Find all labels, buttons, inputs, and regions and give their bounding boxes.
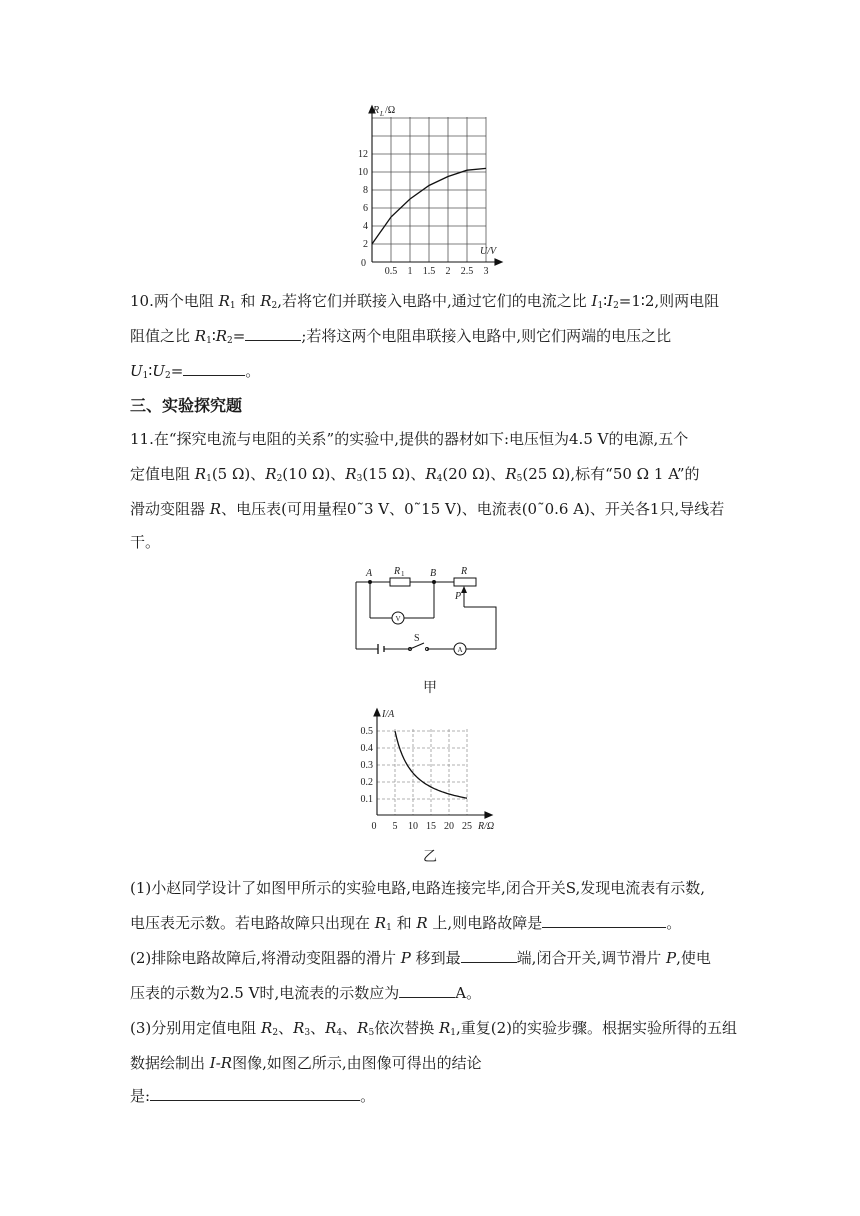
p3-line-2: 数据绘制出 I-R图像,如图乙所示,由图像可得出的结论 bbox=[130, 1054, 482, 1072]
rl-ytick: 2 bbox=[363, 239, 368, 250]
ir-ylabel: I/A bbox=[382, 709, 395, 720]
node-b-label: B bbox=[430, 568, 437, 579]
i-r-graph bbox=[352, 703, 502, 833]
figure-caption-jia: 甲 bbox=[423, 680, 437, 696]
rl-ytick: 10 bbox=[358, 167, 368, 178]
switch-label: S bbox=[414, 633, 420, 644]
ir-xtick: 5 bbox=[392, 821, 398, 832]
p3-line-1: (3)分别用定值电阻 $R_2$、$R_3$、$R_4$、$R_5$依次替换 $R_1$,重复(2)的实验步骤。根据实验所得的五组 bbox=[130, 1019, 738, 1038]
rl-xtick: 1.5 bbox=[422, 266, 436, 277]
rheostat-label: R bbox=[461, 566, 468, 577]
r1-label-sub: 1 bbox=[401, 570, 405, 578]
ir-ytick: 0.3 bbox=[360, 760, 373, 771]
section-heading: 三、实验探究题 bbox=[130, 396, 243, 415]
ir-xtick: 10 bbox=[408, 821, 418, 832]
q10-line-2: 阻值之比 $R_1∶R_2=$ ;若将这两个电阻串联接入电路中,则它们两端的电压之比 bbox=[130, 327, 672, 346]
figure-caption-yi: 乙 bbox=[423, 849, 437, 865]
p2-line-1: (2)排除电路故障后,将滑动变阻器的滑片 P 移到最 端,闭合开关,调节滑片 P,使电 bbox=[130, 949, 711, 967]
ir-ytick: 0.4 bbox=[360, 743, 373, 754]
ammeter-label: A bbox=[457, 646, 463, 654]
ir-xlabel: R/Ω bbox=[478, 821, 495, 832]
voltmeter-label: V bbox=[395, 615, 401, 623]
node-a-label: A bbox=[366, 568, 373, 579]
q11-line-1: 11.在“探究电流与电阻的关系”的实验中,提供的器材如下:电压恒为4.5 V的电源,五个 bbox=[130, 430, 689, 448]
answer-blank-fault[interactable] bbox=[542, 913, 666, 928]
rl-ytick: 6 bbox=[363, 203, 368, 214]
answer-blank-q10-voltage[interactable] bbox=[183, 361, 245, 376]
resistor-r1 bbox=[390, 578, 410, 586]
rl-ylabel-sub: L bbox=[380, 110, 384, 118]
q11-line-3: 滑动变阻器 R、电压表(可用量程0˜3 V、0˜15 V)、电流表(0˜0.6 A)、开关各1只,导线若 bbox=[130, 500, 725, 518]
rl-ytick: 12 bbox=[358, 149, 368, 160]
p3-line-3: 是: 。 bbox=[130, 1087, 376, 1105]
rl-ylabel: R bbox=[373, 105, 380, 116]
rl-u-graph bbox=[350, 100, 510, 280]
circuit-diagram bbox=[350, 562, 510, 662]
rl-xtick: 2 bbox=[445, 266, 451, 277]
q11-line-2: 定值电阻 $R_1(5$ Ω)、$R_2(10$ Ω)、$R_3(15$ Ω)、$R_4(20$ Ω)、$R_5(25$ Ω),标有“50 Ω 1 A”的 bbox=[130, 465, 700, 484]
ir-ytick: 0.2 bbox=[360, 777, 373, 788]
rheostat-r bbox=[454, 578, 476, 586]
q10-line-1: 10.两个电阻 $R_1$ 和 $R_2$,若将它们并联接入电路中,通过它们的电流之比 $I_1∶I_2=1∶2$,则两电阻 bbox=[130, 292, 720, 311]
rl-ylabel-unit: /Ω bbox=[385, 105, 396, 116]
rl-xtick: 3 bbox=[483, 266, 489, 277]
answer-blank-end[interactable] bbox=[461, 948, 517, 963]
slider-p-label: P bbox=[455, 591, 462, 602]
ir-xtick: 20 bbox=[444, 821, 454, 832]
p1-line-2: 电压表无示数。若电路故障只出现在 $R_1$ 和 R 上,则电路故障是 。 bbox=[130, 914, 682, 933]
p2-line-2: 压表的示数为2.5 V时,电流表的示数应为 A。 bbox=[130, 984, 482, 1002]
answer-blank-current[interactable] bbox=[399, 983, 455, 998]
ir-xtick: 15 bbox=[426, 821, 436, 832]
slider-p-arrow bbox=[461, 586, 467, 593]
rl-ytick: 4 bbox=[363, 221, 368, 232]
q11-line-4: 干。 bbox=[130, 533, 161, 551]
rl-xtick: 1 bbox=[407, 266, 413, 277]
ir-ytick: 0.5 bbox=[360, 726, 373, 737]
q10-line-3: $U_1∶U_2=$ 。 bbox=[130, 362, 261, 381]
ir-origin: 0 bbox=[371, 821, 377, 832]
rl-xtick: 2.5 bbox=[460, 266, 474, 277]
r1-label: R bbox=[394, 566, 401, 577]
ir-xtick: 25 bbox=[462, 821, 472, 832]
rl-xtick: 0.5 bbox=[384, 266, 398, 277]
rl-origin: 0 bbox=[361, 258, 366, 269]
rl-ytick: 8 bbox=[363, 185, 368, 196]
p1-line-1: (1)小赵同学设计了如图甲所示的实验电路,电路连接完毕,闭合开关S,发现电流表有示数, bbox=[130, 879, 706, 897]
answer-blank-q10-resistance[interactable] bbox=[245, 326, 301, 341]
ir-ytick: 0.1 bbox=[360, 794, 373, 805]
answer-blank-conclusion[interactable] bbox=[150, 1086, 360, 1101]
rl-xlabel: U/V bbox=[480, 246, 497, 257]
